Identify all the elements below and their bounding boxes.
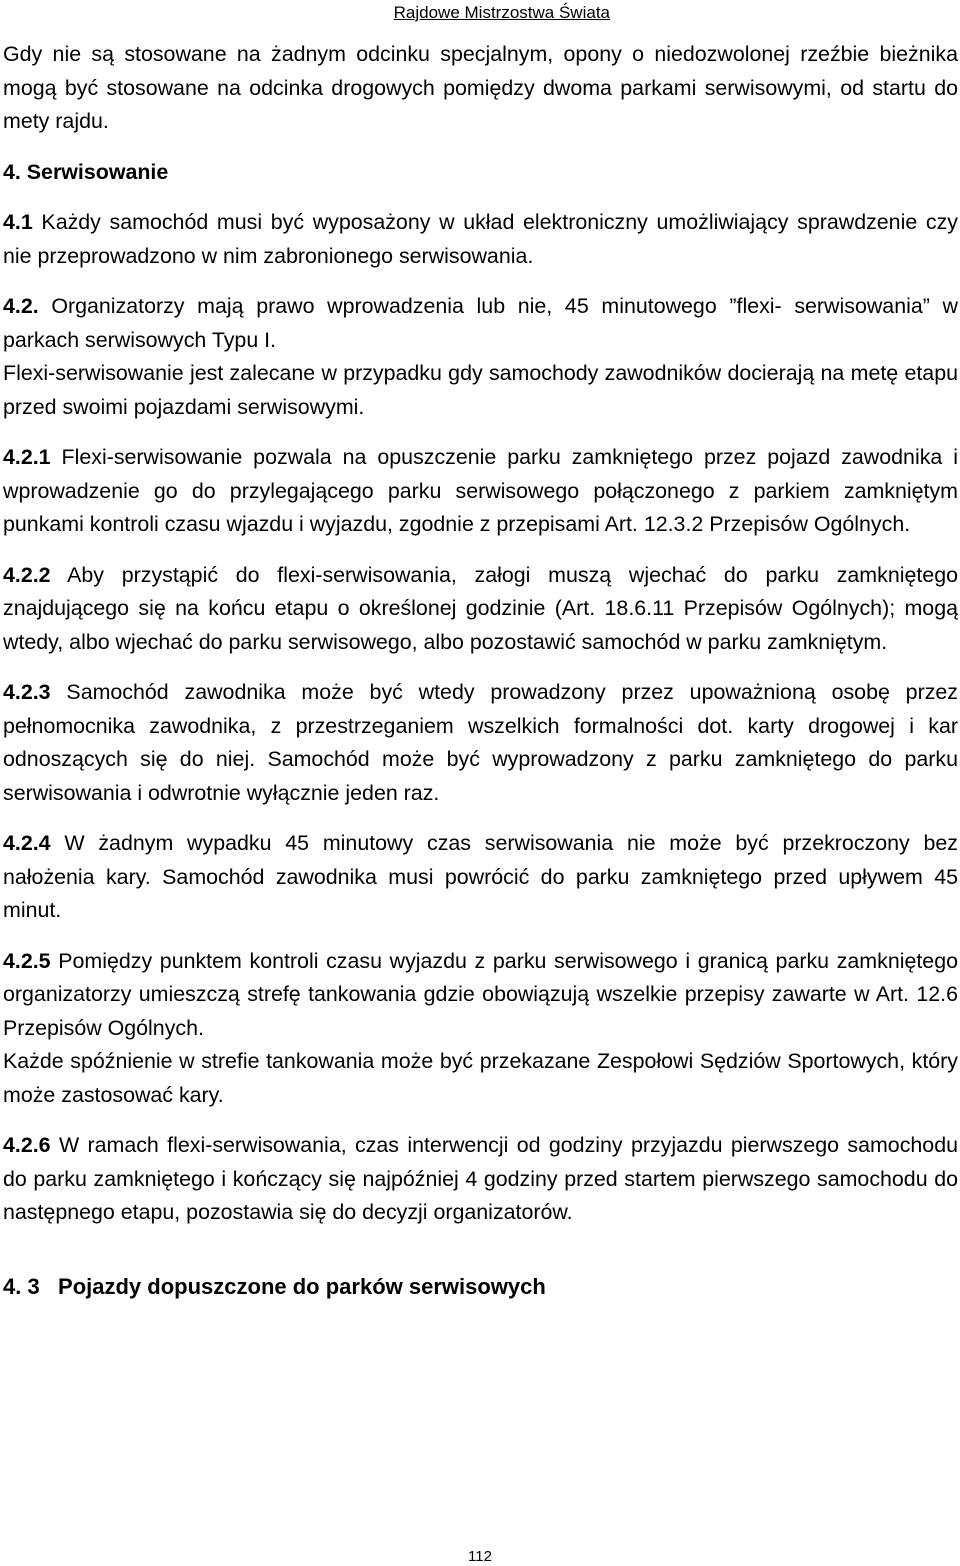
section-number: 4.1 [3,210,33,234]
section-number: 4.2.4 [3,831,51,855]
section-4-2-5 [3,945,958,1046]
section-text: W ramach flexi-serwisowania, czas interwencji od godziny przyjazdu pierwszego samochodu do parku zamkniętego i kończący się najpóźniej 4 godziny przed startem pierwszego samochodu do następnego etapu, pozostawia się do decyzji organizatorów. [3,1133,958,1224]
section-text: Każdy samochód musi być wyposażony w układ elektroniczny umożliwiający sprawdzenie czy nie przeprowadzono w nim zabronionego serwisowania. [3,210,958,268]
section-4-2-3 [3,676,958,810]
section-text: Pomiędzy punktem kontroli czasu wyjazdu z parku serwisowego i granicą parku zamkniętego organizatorzy umieszczą strefę tankowania gdzie obowiązują wszelkie przepisy zawarte w Art. 12.6 Przepisów Ogólnych. [3,948,958,1040]
section-heading-4: 4. Serwisowanie [3,159,169,184]
section-4-2 [3,290,958,357]
running-header: Rajdowe Mistrzostwa Świata [393,3,610,22]
section-number: 4.2.2 [3,562,51,587]
section-4-1 [3,206,958,273]
section-number: 4.2.5 [3,948,51,973]
section-4-2-4 [3,827,958,928]
paragraph-tyres: Gdy nie są stosowane na żadnym odcinku specjalnym, opony o niedozwolonej rzeźbie bieżnika mogą być stosowane na odcinka drogowych pomiędzy dwoma parkami serwisowymi, od startu do mety rajdu. [3,42,958,133]
section-text: Organizatorzy mają prawo wprowadzenia lub nie, 45 minutowego ”flexi- serwisowania” w parkach serwisowych Typu I. [3,294,958,352]
section-4-2-6 [3,1129,958,1230]
section-number: 4.2.6 [3,1133,51,1157]
section-heading-4-3: 4. 3 Pojazdy dopuszczone do parków serwisowych [3,1273,546,1299]
section-number: 4.2.1 [3,445,51,469]
page-number: 112 [468,1548,492,1565]
section-text: Flexi-serwisowanie pozwala na opuszczenie parku zamkniętego przez pojazd zawodnika i wprowadzenie go do przylegającego parku serwisowego połączonego z parkiem zamkniętym punkami kontroli czasu wjazdu i wyjazdu, zgodnie z przepisami Art. 12.3.2 Przepisów Ogólnych. [3,445,958,536]
section-text: W żadnym wypadku 45 minutowy czas serwisowania nie może być przekroczony bez nałożenia kary. Samochód zawodnika musi powrócić do parku zamkniętego przed upływem 45 minut. [3,831,958,922]
section-4-2-continued: Flexi-serwisowanie jest zalecane w przypadku gdy samochody zawodników docierają na metę etapu przed swoimi pojazdami serwisowymi. [3,361,958,419]
section-4-2-5-continued: Każde spóźnienie w strefie tankowania może być przekazane Zespołowi Sędziów Sportowych, który może zastosować kary. [3,1049,958,1107]
section-text: Samochód zawodnika może być wtedy prowadzony przez upoważnioną osobę przez pełnomocnika zawodnika, z przestrzeganiem wszelkich formalności dot. karty drogowej i kar odnoszących się do niej. Samochód może być wyprowadzony z parku zamkniętego do parku serwisowania i odwrotnie wyłącznie jeden raz. [3,680,958,805]
section-4-2-2 [3,559,958,660]
section-number: 4.2.3 [3,680,51,704]
document-body [3,38,958,1303]
section-4-2-1 [3,441,958,542]
section-number: 4.2. [3,294,39,318]
section-text: Aby przystąpić do flexi-serwisowania, załogi muszą wjechać do parku zamkniętego znajdującego się na końcu etapu o określonej godzinie (Art. 18.6.11 Przepisów Ogólnych); mogą wtedy, albo wjechać do parku serwisowego, albo pozostawić samochód w parku zamkniętym. [3,562,958,654]
